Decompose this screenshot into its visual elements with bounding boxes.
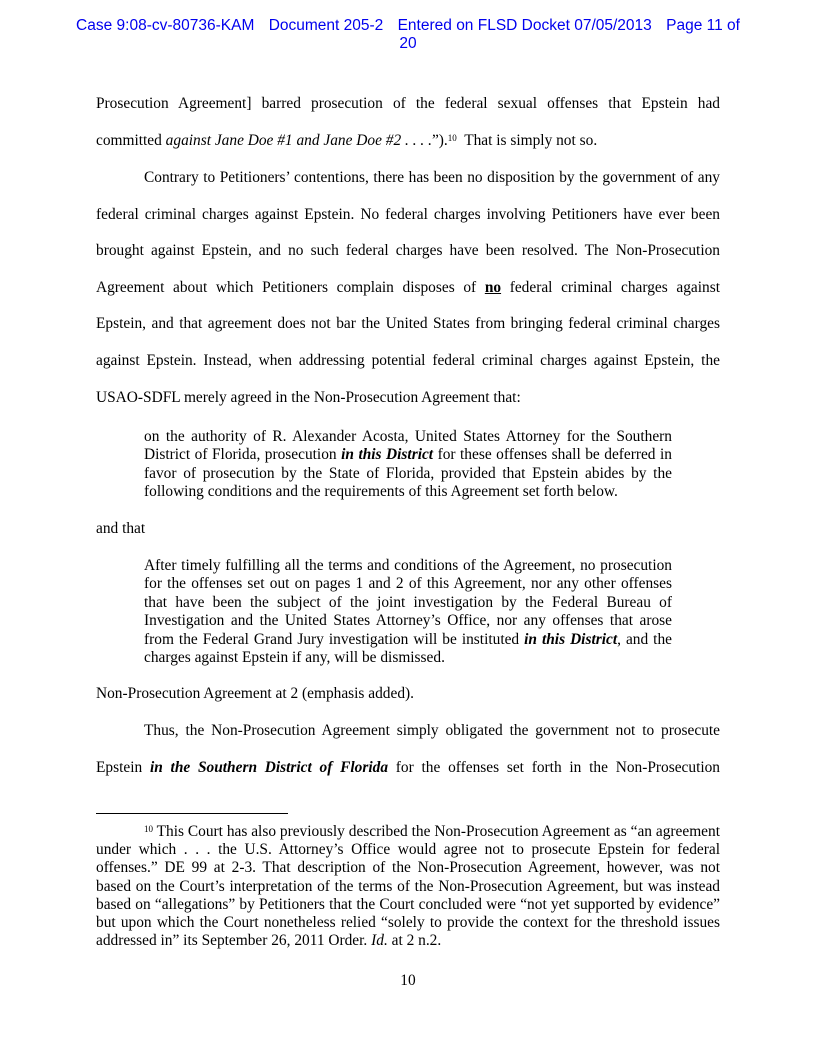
paragraph-disposition: Contrary to Petitioners’ contentions, there has been no disposition by the government of any federal criminal charges against Epstein. No federal charges involving Petitioners have ever been brought against Epstein, and no such federal charges have been resolved. The Non-Prosecution Agreement about which Petitioners complain disposes of no federal criminal charges against Epstein, and that agreement does not bar the United States from bringing federal criminal charges against Epstein. Instead, when addressing potential federal criminal charges against Epstein, the USAO-SDFL merely agreed in the Non-Prosecution Agreement that: (96, 169, 720, 406)
page-number: 10 (400, 972, 416, 989)
id-citation: Id. (371, 932, 388, 950)
footnote-number: 10 (144, 824, 153, 834)
paragraph-line: Prosecution Agreement] barred prosecution of the federal sexual offenses that Epstein had (96, 95, 720, 112)
docket-stamp-line-1 (0, 17, 816, 35)
emphasis-no: no (484, 278, 502, 296)
paragraph-continuation (96, 86, 720, 159)
docket-header-stamp (0, 17, 816, 53)
footnote-reference: 10 (447, 132, 457, 143)
footnote-separator (96, 813, 288, 814)
emphasis-in-this-district: in this District (524, 630, 618, 648)
document-number: Document 205-2 (268, 17, 384, 34)
block-quote-1: on the authority of R. Alexander Acosta, United States Attorney for the Southern District of Florida, prosecution in this District for these offenses shall be deferred in favor of prosecution by the State of Florida, provided that Epstein abides by the following conditions and the requirements of this Agreement set forth below. (144, 428, 672, 501)
italic-phrase: against Jane Doe #1 and Jane Doe #2 . . . . (165, 131, 432, 149)
emphasis-in-this-district: in this District (341, 446, 434, 464)
page-total: 20 (399, 35, 417, 52)
connector-text: and that (96, 520, 146, 537)
citation: Non-Prosecution Agreement at 2 (emphasis added). (96, 685, 414, 702)
page-of: Page 11 of (666, 17, 740, 34)
footnote-text: $^{10}$ This Court has also previously described the Non-Prosecution Agreement as “an agreement under which . . . the U.S. Attorney’s Office would agree not to prosecute Epstein for federal offenses.” DE 99 at 2-3. That description of the Non-Prosecution Agreement, however, was not based on the Court’s interpretation of the terms of the Non-Prosecution Agreement, but was instead based on “allegations” by Petitioners that the Court concluded were “not yet supported by evidence” but upon which the Court nonetheless relied “solely to provide the context for the threshold issues addressed in” its September 26, 2011 Order. Id. at 2 n.2. (96, 823, 720, 950)
paragraph-line: committed against Jane Doe #1 and Jane Doe #2 . . . .”).$^{10}$ That is simply not so. (96, 131, 598, 149)
emphasis-southern-district: in the Southern District of Florida (149, 758, 389, 776)
paragraph-thus: Thus, the Non-Prosecution Agreement simply obligated the government not to prosecute Epstein in the Southern District of Florida for the offenses set forth in the Non-Prosecution (96, 722, 721, 776)
case-number: Case 9:08-cv-80736-KAM (76, 17, 255, 34)
docket-entry-date: Entered on FLSD Docket 07/05/2013 (397, 17, 652, 34)
footnote-10 (96, 823, 720, 950)
block-quote-2: After timely fulfilling all the terms and conditions of the Agreement, no prosecution for the offenses set out on pages 1 and 2 of this Agreement, nor any other offenses that have been the subject of the joint investigation by the Federal Bureau of Investigation and the United States Attorney’s Office, nor any offenses that arose from the Federal Grand Jury investigation will be instituted in this District, and the charges against Epstein if any, will be dismissed. (144, 557, 672, 667)
